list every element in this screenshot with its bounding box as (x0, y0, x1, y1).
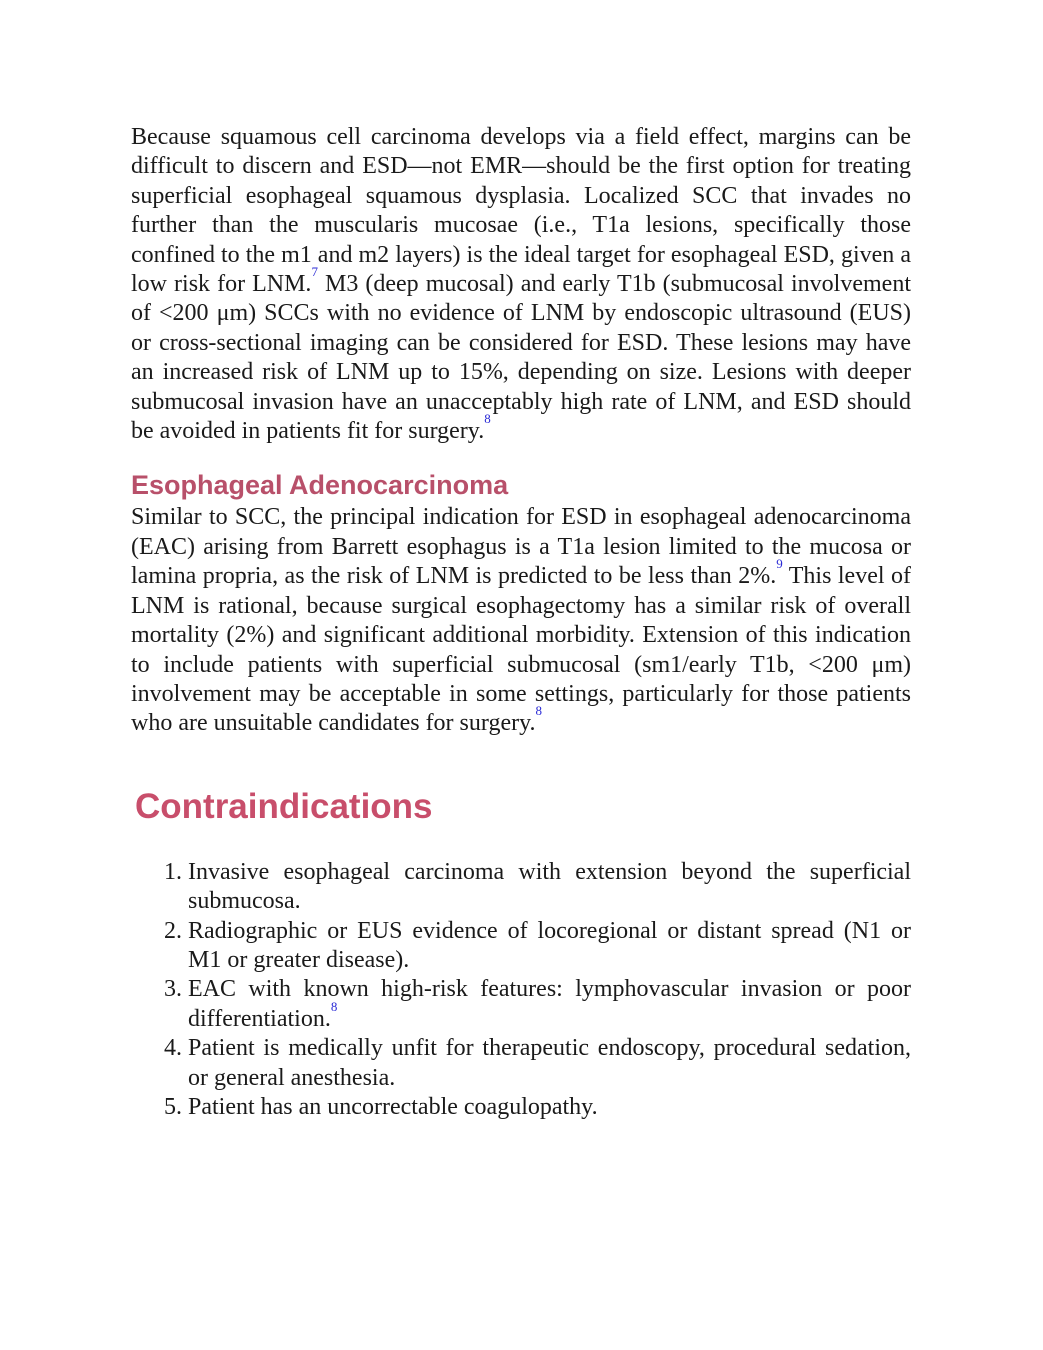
contraindications-list (131, 858, 911, 1123)
reference-link[interactable]: 7 (311, 264, 318, 280)
list-item-text: Invasive esophageal carcinoma with extension beyond the superficial submucosa. (188, 858, 911, 915)
list-number: 4. (164, 1035, 182, 1062)
list-number: 3. (164, 976, 182, 1003)
eac-text-2: This level of LNM is rational, because surgical esophagectomy has a similar risk of overall mortality (2%) and significant additional morbidity. Extension of this indication to include patients with superficial submucosal (sm1/early T1b, <200 μm) involvement may be acceptable in some settings, particularly for those patients who are unsuitable candidates for surgery. (131, 563, 911, 737)
reference-link[interactable]: 8 (535, 703, 543, 719)
list-item-text: Radiographic or EUS evidence of locoregional or distant spread (N1 or M1 or greater disease). (188, 917, 911, 973)
list-item (131, 975, 911, 1034)
list-item-text: EAC with known high-risk features: lymphovascular invasion or poor differentiation. (188, 976, 911, 1032)
document-page (131, 123, 911, 1122)
list-item-text: Patient has an uncorrectable coagulopathy. (188, 1093, 598, 1120)
reference-link[interactable]: 8 (330, 998, 338, 1014)
section-heading-eac: Esophageal Adenocarcinoma (131, 470, 509, 501)
list-item (131, 917, 911, 976)
list-item (131, 858, 911, 917)
reference-link[interactable]: 9 (776, 556, 783, 572)
list-item (131, 1034, 911, 1093)
reference-link[interactable]: 8 (484, 411, 491, 427)
list-item-text: Patient is medically unfit for therapeutic endoscopy, procedural sedation, or general anesthesia. (188, 1035, 911, 1091)
list-number: 2. (164, 917, 182, 944)
list-item (131, 1093, 911, 1122)
intro-text-2: M3 (deep mucosal) and early T1b (submucosal involvement of <200 μm) SCCs with no evidence of LNM by endoscopic ultrasound (EUS) or cross-sectional imaging can be considered for ESD. These lesions may have an increased risk of LNM up to 15%, depending on size. Lesions with deeper submucosal invasion have an unacceptably high rate of LNM, and ESD should be avoided in patients fit for surgery. (131, 271, 911, 445)
section-heading-contraindications: Contraindications (135, 786, 433, 826)
intro-text-1: Because squamous cell carcinoma develops via a field effect, margins can be difficult to discern and ESD—not EMR—should be the first option for treating superficial esophageal squamous dysplasia. Localized SCC that invades no further than the muscularis mucosae (i.e., T1a lesions, specifically those confined to the m1 and m2 layers) is the ideal target for esophageal ESD, given a low risk for LNM. (131, 124, 911, 298)
list-number: 1. (164, 858, 182, 885)
eac-paragraph (131, 503, 911, 738)
eac-text-1: Similar to SCC, the principal indication for ESD in esophageal adenocarcinoma (EAC) arising from Barrett esophagus is a T1a lesion limited to the mucosa or lamina propria, as the risk of LNM is predicted to be less than 2%. (131, 504, 911, 590)
intro-paragraph (131, 123, 911, 446)
list-item-text-wrap (188, 975, 911, 1034)
list-number: 5. (164, 1093, 182, 1120)
